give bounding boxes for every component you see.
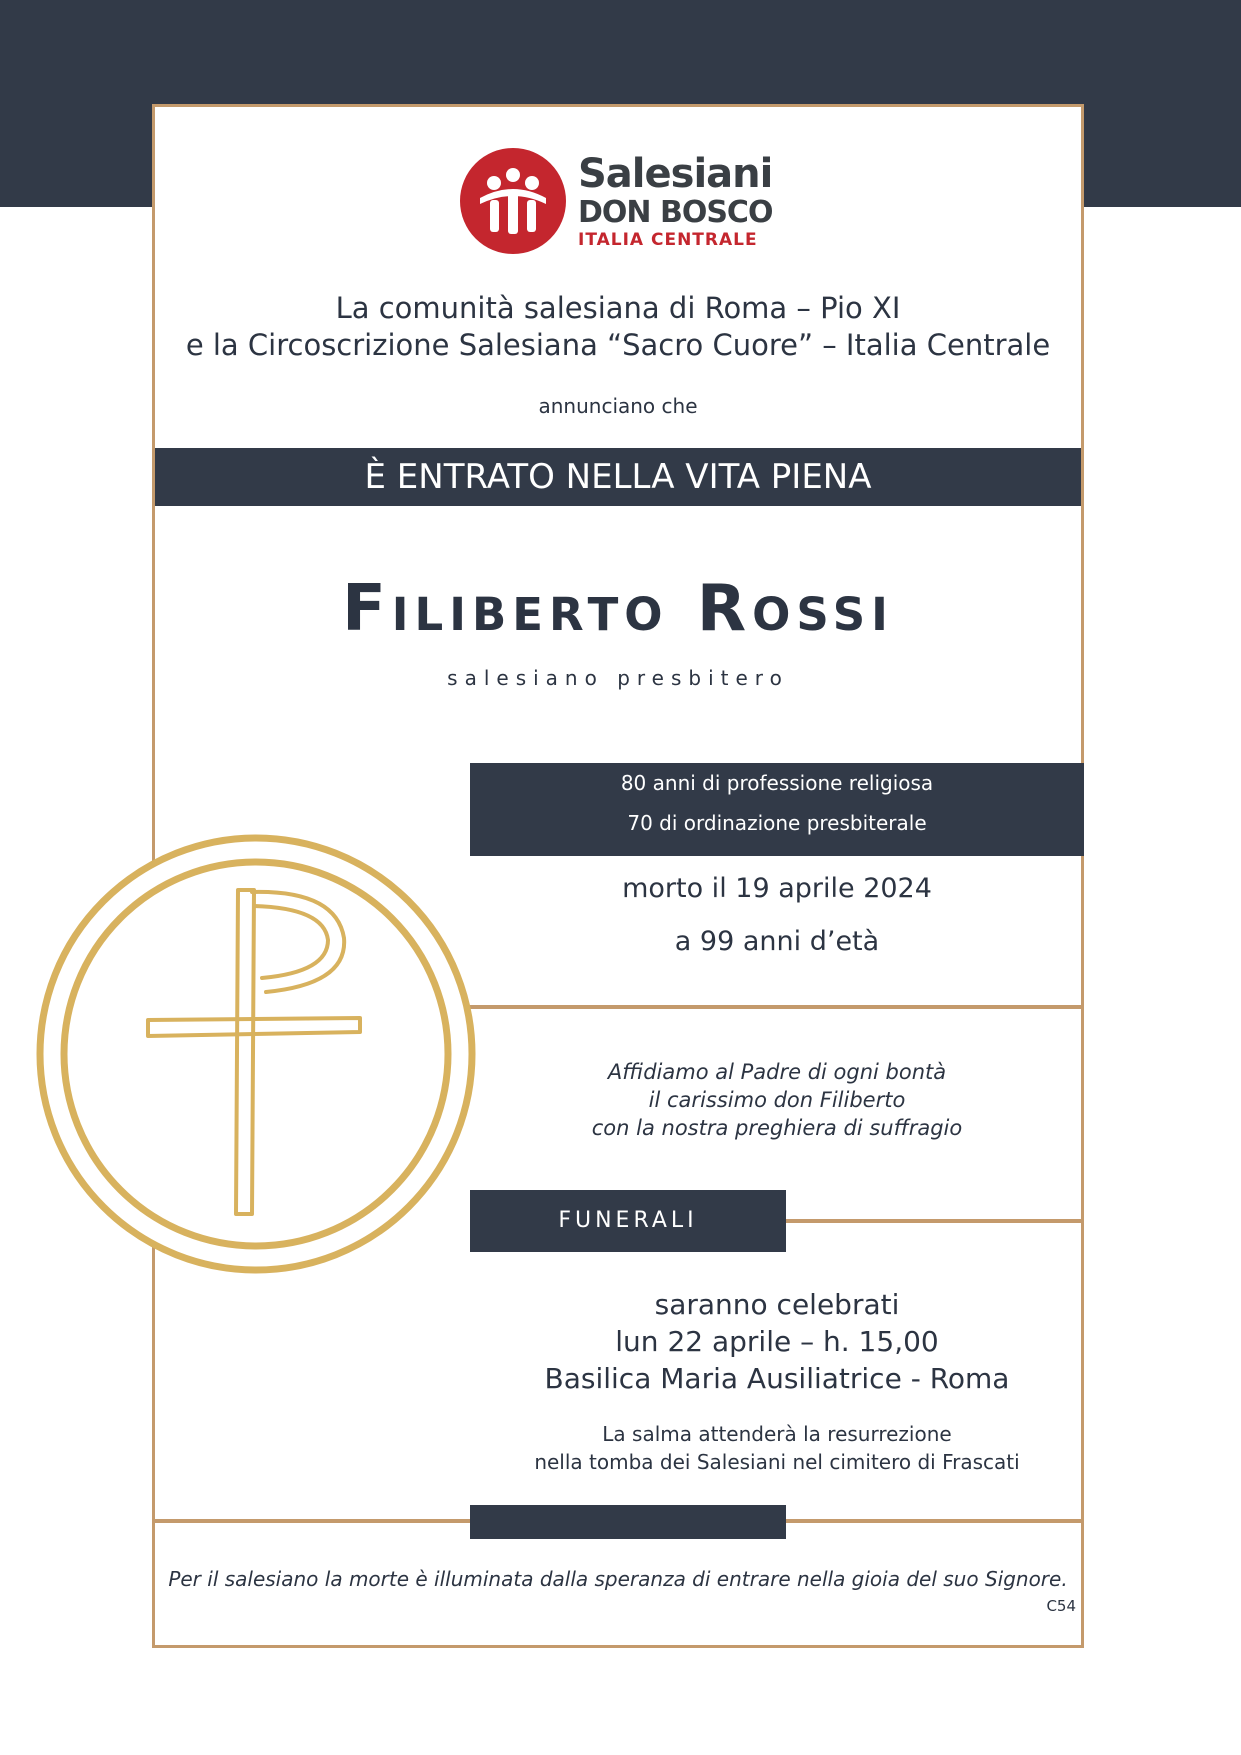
prayer-line-2: il carissimo don Filiberto	[648, 1088, 906, 1112]
decorative-bar	[470, 1505, 786, 1539]
death-age: a 99 anni d’età	[674, 926, 880, 957]
funerals-details	[470, 1286, 1084, 1397]
announce-text: annunciano che	[538, 394, 698, 418]
intro-line-1: La comunità salesiana di Roma – Pio XI	[335, 291, 901, 325]
chi-rho-icon	[36, 834, 476, 1278]
divider	[470, 1005, 1084, 1009]
anniversaries-box	[470, 763, 1084, 856]
funerals-line-2: lun 22 aprile – h. 15,00	[615, 1325, 939, 1358]
deceased-role: salesiano presbitero	[447, 666, 789, 690]
anniversary-line-1: 80 anni di professione religiosa	[620, 771, 934, 795]
divider	[786, 1219, 1084, 1223]
logo-line-3: ITALIA CENTRALE	[578, 230, 758, 250]
logo-line-2: DON BOSCO	[578, 195, 773, 230]
intro-line-2: e la Circoscrizione Salesiana “Sacro Cuore” – Italia Centrale	[185, 328, 1051, 362]
headline-banner: È ENTRATO NELLA VITA PIENA	[155, 448, 1081, 506]
anniversary-line-2: 70 di ordinazione presbiterale	[627, 811, 927, 835]
funerals-label: FUNERALI	[470, 1190, 786, 1252]
document-code: C54	[1046, 1597, 1076, 1615]
closing-quote: Per il salesiano la morte è illuminata dalla speranza di entrare nella gioia del suo Signore.	[168, 1567, 1068, 1591]
death-date: morto il 19 aprile 2024	[622, 873, 932, 904]
funerals-line-3: Basilica Maria Ausiliatrice - Roma	[544, 1362, 1010, 1395]
salesian-logo-icon	[460, 148, 566, 254]
burial-line-2: nella tomba dei Salesiani nel cimitero di Frascati	[534, 1450, 1020, 1474]
funerals-line-1: saranno celebrati	[654, 1288, 900, 1321]
burial-line-1: La salma attenderà la resurrezione	[602, 1422, 952, 1446]
burial-text	[470, 1420, 1084, 1476]
salesiani-logo	[460, 148, 790, 256]
deceased-name: Filiberto Rossi	[342, 572, 894, 646]
prayer-line-3: con la nostra preghiera di suffragio	[591, 1116, 963, 1140]
prayer-text	[470, 1058, 1084, 1142]
intro-text	[152, 290, 1084, 364]
prayer-line-1: Affidiamo al Padre di ogni bontà	[607, 1060, 947, 1084]
logo-line-1: Salesiani	[578, 151, 773, 197]
